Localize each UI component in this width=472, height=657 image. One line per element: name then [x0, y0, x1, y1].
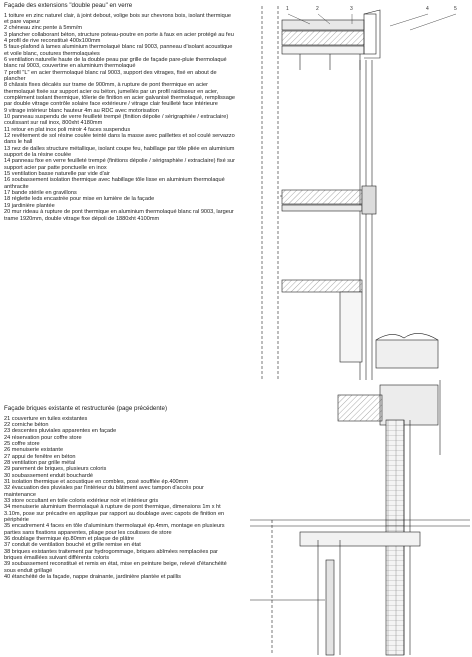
- legend-item: 32 évacuation des pluviales par l'intérieur du bâtiment avec tampon d'accès pour maintenance: [4, 485, 204, 498]
- legend-item: 13 nez de dalles structure métallique, isolant coupe feu, habillage par tôle pliée en aluminium support de la résine coulée: [4, 145, 235, 159]
- legend-item: 1 toiture en zinc naturel clair, à joint debout, volige bois sur chevrons bois, isolant thermique et pare vapeur: [4, 12, 231, 25]
- legend-item: 7 profil "L" en acier thermolaqué blanc ral 9003, support des vitrages, fixé en about de plancher: [4, 69, 217, 82]
- legend-title: Façade des extensions "double peau" en verre: [4, 2, 133, 9]
- legend-item: 16 soubassement isolation thermique avec habillage tôle lisse en aluminium thermolaqué anthracite: [4, 177, 225, 190]
- legend-item: 37 conduit de ventilation bouché et grille remise en état: [4, 542, 141, 549]
- legend-item: 25 coffre store: [4, 440, 40, 447]
- window-section-detail: [250, 520, 470, 655]
- legend-item: 26 menuiserie existante: [4, 447, 64, 454]
- legend-item: 36 doublage thermique ép.80mm et plaque de plâtre: [4, 536, 134, 543]
- callout-5: 5: [454, 6, 457, 12]
- legend-item: 12 revêtement de sol résine coulée teinté dans la masse avec paillettes et sol coulé servazzo dans le hall: [4, 133, 235, 146]
- intermediate-floor-detail: [280, 186, 376, 214]
- legend-item: 20 mur rideau à rupture de pont thermique en aluminium thermolaqué blanc ral 9003, largeur trame 1920mm, double vitrage fixe dépoli de 1880xht 4100mm: [4, 209, 234, 222]
- legend-item: 40 étanchéité de la façade, nappe drainante, jardinière plantée et paillis: [4, 574, 181, 581]
- legend-item: 17 bande stérile en gravillons: [4, 190, 77, 197]
- legend-item: 6 ventilation naturelle haute de la double peau par grille de façade pare-pluie thermolaqué blanc ral 9003, couvertine en aluminium thermolaqué: [4, 56, 227, 70]
- legend-item: 18 réglette leds encastrée pour mise en lumière de la façade: [4, 196, 155, 203]
- callout-2: 2: [316, 6, 319, 12]
- legend-item: 27 appui de fenêtre en béton: [4, 453, 76, 460]
- legend-item: 10 panneau suspendu de verre feuilleté trempé (finition dépolie / sérigraphiée / extraclaire) coulissant sur rail inox, 800xht 4180mm: [4, 114, 229, 127]
- legend-item: 28 ventilation par grille métal: [4, 459, 76, 466]
- legend-item: 29 parement de briques, plusieurs coloris: [4, 466, 107, 473]
- ground-floor-detail: [282, 280, 438, 368]
- legend-item: 21 couverture en tuiles existantes: [4, 415, 88, 422]
- legend-item: 2 chéneau zinc pente à 5mm/m: [4, 25, 83, 32]
- legend-item: 38 briques existantes traitement par hydrogommage, briques abîmées remplacées par briques émaillées suivant différents coloris: [4, 548, 218, 562]
- legend-item: 14 panneau fixe en verre feuilleté trempé (finitions dépolie / sérigraphiée / extraclaire) fixé sur support acier par patte ponctuelle en inox: [4, 158, 236, 171]
- legend-list: [4, 416, 236, 581]
- legend-item: 3 plancher collaborant béton, structure poteau-poutre en porte à faux en acier protégé au feu: [4, 31, 234, 38]
- legend-item: 33 store occultant en toile coloris extérieur noir et intérieur gris: [4, 497, 159, 504]
- legend-brick-facade: [4, 405, 236, 580]
- legend-item: 22 corniche béton: [4, 421, 49, 428]
- legend-item: 30 soubassement enduit bouchardé: [4, 472, 93, 479]
- legend-item: 5 faux-plafond à lames aluminium thermolaqué blanc ral 9003, panneau d'isolant acoustique et voile blanc, coutures thermolaquées: [4, 44, 233, 57]
- brick-facade-detail: [338, 380, 440, 655]
- callout-4: 4: [426, 6, 429, 12]
- legend-item: 31 isolation thermique et acoustique en combles, posé soufflée ép.400mm: [4, 478, 188, 485]
- callout-1: 1: [286, 6, 289, 12]
- legend-item: 9 vitrage intérieur blanc hauteur 4m au RDC avec motorisation: [4, 107, 159, 114]
- legend-list: [4, 13, 236, 222]
- callout-3: 3: [350, 6, 353, 12]
- legend-item: 34 menuiserie aluminium thermolaqué à rupture de pont thermique, dimensions 1m x ht 3.10m, pose sur précadre en applique par rapport au doublage avec capots de finition en périphérie: [4, 504, 225, 523]
- legend-item: 19 jardinière plantée: [4, 202, 55, 209]
- legend-title: Façade briques existante et restructurée (page précédente): [4, 405, 168, 412]
- legend-item: 4 profil de rive reconstitué 400x100mm: [4, 37, 101, 44]
- legend-glass-facade: [4, 2, 236, 222]
- legend-item: 15 ventilation basse naturelle par vide d'air: [4, 171, 110, 178]
- legend-item: 11 retour en plat inox poli miroir 4 faces suspendus: [4, 126, 131, 133]
- legend-item: 39 soubassement reconstitué et remis en état, mise en peinture beige, relevé d'étanchéité sous enduit grillagé: [4, 561, 227, 574]
- legend-item: 35 encadrement 4 faces en tôle d'aluminium thermolaqué ép.4mm, montage en plusieurs parties sans fixations apparentes, pliage pour les coulisses de store: [4, 523, 225, 536]
- legend-item: 24 réservation pour coffre store: [4, 434, 82, 441]
- legend-item: 8 châssis fixes décalés sur trame de 900mm, à rupture de pont thermique en acier thermolaqué fixée sur support acier ou béton, jumellés par un profil raidisseur en acier, complément isolant thermique, tôlerie de finition en acier galvanisé thermolaqué, remplissage par double vitrage contrôle solaire face extérieure / vitrage clair feuilleté face intérieure: [4, 82, 236, 108]
- legend-item: 23 descentes pluviales apparentes en façade: [4, 428, 117, 435]
